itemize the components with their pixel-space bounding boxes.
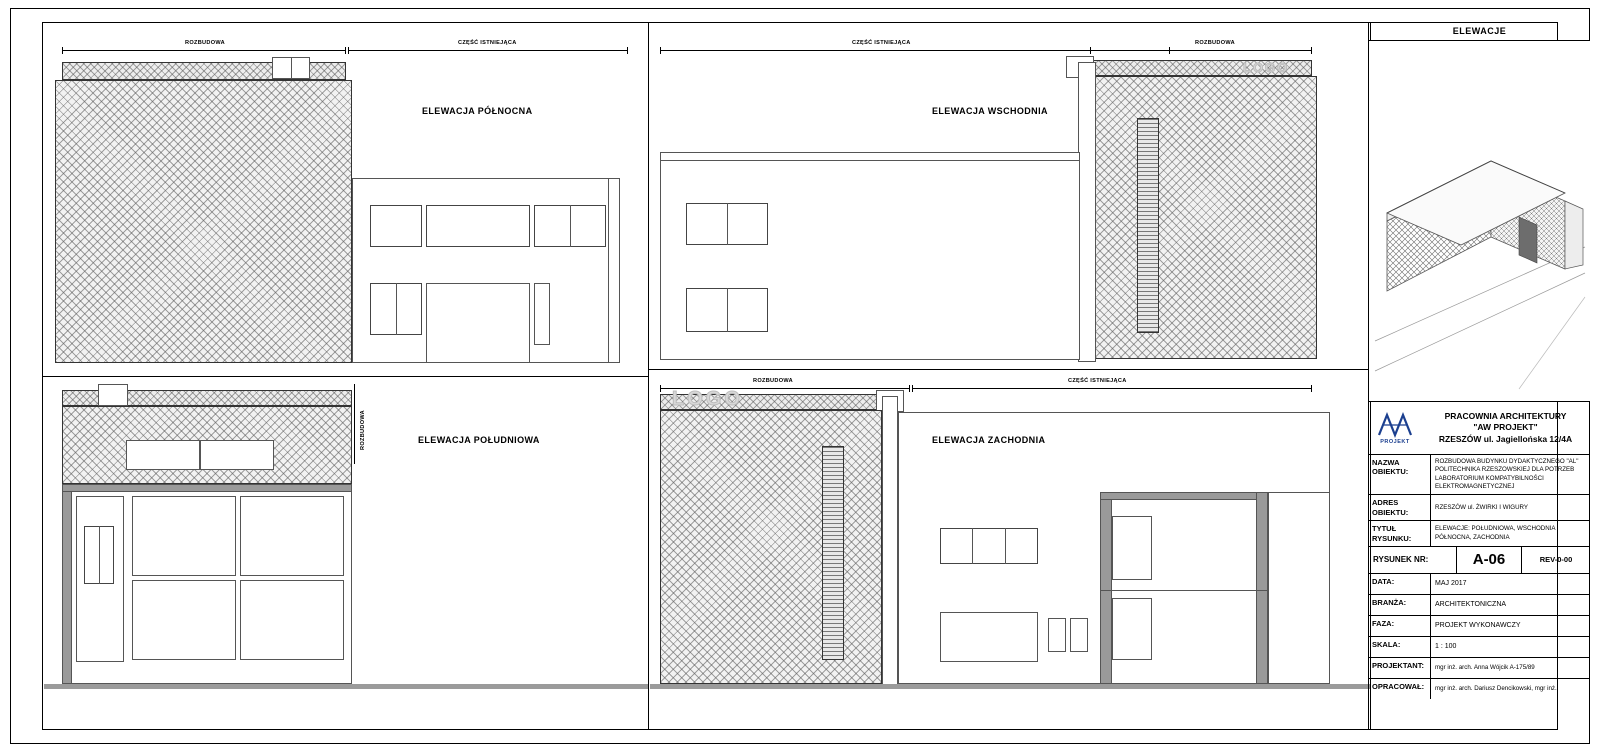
west-elevation-title: ELEWACJA ZACHODNIA — [932, 435, 1046, 445]
north-roof-hatch-divider — [291, 57, 292, 79]
firm-row — [1369, 402, 1590, 455]
north-entrance-wall — [426, 283, 530, 363]
west-setback-wall — [882, 396, 898, 686]
tb-row-object-name — [1369, 455, 1590, 495]
firm-name-line3: RZESZÓW ul. Jagiellońska 12/4A — [1438, 433, 1573, 444]
firm-name-line2: "AW PROJEKT" — [1473, 422, 1538, 433]
dim-label-north-1: ROZBUDOWA — [185, 40, 225, 46]
west-window-strip-m1 — [972, 528, 973, 564]
tb-val-author: mgr inż. arch. Dariusz Dencikowski, mgr inż. — [1435, 684, 1557, 692]
west-section-slab — [1100, 492, 1268, 500]
south-interior-room-2 — [240, 496, 344, 576]
perspective-view — [1369, 41, 1590, 402]
tb-val-drawing-title: ELEWACJE: POŁUDNIOWA, WSCHODNIA PÓŁNOCNA, ZACHODNIA — [1435, 525, 1556, 541]
tb-val-phase: PROJEKT WYKONAWCZY — [1435, 622, 1521, 630]
dim-line-west-2 — [912, 388, 1312, 389]
dim-label-west-2: CZĘŚĆ ISTNIEJĄCA — [1068, 378, 1127, 384]
dim-label-east-2: ROZBUDOWA — [1195, 40, 1235, 46]
south-interior-room-3 — [132, 580, 236, 660]
south-roof-unit — [98, 384, 128, 406]
west-section-floor-line — [1100, 590, 1268, 591]
tb-val-object-name: ROZBUDOWA BUDYNKU DYDAKTYCZNEGO "AL" POLITECHNIKA RZESZOWSKIEJ DLA POTRZEB LABORATORIUM KOMPATYBILNOŚCI ELEKTROMAGNETYCZNEJ — [1435, 458, 1579, 491]
north-existing-wall-edge — [608, 178, 620, 363]
tb-key-scale: SKALA: — [1369, 637, 1431, 657]
tb-val-revision: REV-0-00 — [1539, 555, 1573, 565]
north-door — [534, 283, 550, 345]
south-section-wall-left — [62, 484, 72, 684]
tb-key-designer: PROJEKTANT: — [1369, 658, 1431, 678]
tb-val-date: MAJ 2017 — [1435, 580, 1467, 588]
firm-logo — [1369, 411, 1421, 445]
south-section-slab — [62, 484, 352, 492]
dim-label-south-1: ROZBUDOWA — [360, 410, 366, 450]
west-section-column-right — [1256, 492, 1268, 684]
north-window-1 — [370, 205, 422, 247]
east-elevation-title: ELEWACJA WSCHODNIA — [932, 106, 1048, 116]
west-small-window-2 — [1070, 618, 1088, 652]
firm-name — [1421, 411, 1590, 445]
west-entrance-panel — [940, 612, 1038, 662]
south-stair-window-mullion — [99, 526, 100, 584]
tb-row-designer — [1369, 658, 1590, 679]
dim-line-east-2 — [1090, 50, 1312, 51]
tb-key-date: DATA: — [1369, 574, 1431, 594]
dim-line-north-1 — [62, 50, 346, 51]
south-interior-room-1 — [132, 496, 236, 576]
tb-row-author — [1369, 679, 1590, 699]
east-setback-wall — [1078, 62, 1096, 362]
west-louver-strip — [822, 446, 844, 660]
west-section-room-upper — [1112, 516, 1152, 580]
east-facade-logo: LOGO — [1243, 60, 1290, 75]
divider-horizontal-right — [648, 369, 1370, 370]
east-existing-cornice — [660, 160, 1080, 161]
title-block — [1368, 22, 1590, 730]
west-right-wing — [1268, 492, 1330, 684]
east-mesh-facade — [1095, 76, 1317, 359]
dim-label-east-1: CZĘŚĆ ISTNIEJĄCA — [852, 40, 911, 46]
south-elevation-title: ELEWACJA POŁUDNIOWA — [418, 435, 540, 445]
tb-row-phase — [1369, 616, 1590, 637]
title-block-header: ELEWACJE — [1369, 22, 1590, 41]
tb-row-branch — [1369, 595, 1590, 616]
tb-key-drawing-title: TYTUŁ RYSUNKU: — [1369, 521, 1431, 546]
tb-val-designer: mgr inż. arch. Anna Wójcik A-175/89 — [1435, 663, 1535, 671]
tb-val-branch: ARCHITEKTONICZNA — [1435, 601, 1507, 609]
tb-row-drawing-title — [1369, 521, 1590, 547]
east-louver-strip — [1137, 118, 1159, 333]
west-section-column-left — [1100, 492, 1112, 684]
tb-key-branch: BRANŻA: — [1369, 595, 1431, 615]
perspective-svg — [1369, 41, 1590, 401]
firm-logo-text: PROJEKT — [1380, 439, 1410, 445]
west-facade-logo: LOGO — [672, 388, 743, 410]
north-window-3-mullion — [570, 205, 571, 247]
tb-row-date — [1369, 574, 1590, 595]
dim-line-south-vertical — [354, 384, 355, 464]
tb-key-object-name: NAZWA OBIEKTU: — [1369, 455, 1431, 494]
tb-row-scale — [1369, 637, 1590, 658]
tb-row-object-address — [1369, 495, 1590, 521]
divider-horizontal-left — [43, 376, 648, 377]
dim-label-west-1: ROZBUDOWA — [753, 378, 793, 384]
west-ground-line — [650, 684, 1370, 689]
north-window-4-mullion — [396, 283, 397, 335]
west-window-strip — [940, 528, 1038, 564]
north-window-2 — [426, 205, 530, 247]
tb-row-drawing-number — [1369, 547, 1590, 574]
tb-key-drawing-number: RYSUNEK NR: — [1369, 547, 1457, 573]
firm-name-line1: PRACOWNIA ARCHITEKTURY — [1444, 410, 1567, 421]
north-elevation-title: ELEWACJA PÓŁNOCNA — [422, 106, 533, 116]
tb-val-scale: 1 : 100 — [1435, 643, 1457, 651]
dim-line-north-2 — [348, 50, 628, 51]
east-window-1-mullion — [727, 203, 728, 245]
tb-key-author: OPRACOWAŁ: — [1369, 679, 1431, 699]
west-mesh-facade — [660, 410, 882, 684]
south-band-frame-left — [126, 440, 200, 470]
south-band-frame-right — [200, 440, 274, 470]
divider-vertical-center — [648, 23, 649, 729]
dim-label-north-2: CZĘŚĆ ISTNIEJĄCA — [458, 40, 517, 46]
tb-key-object-address: ADRES OBIEKTU: — [1369, 495, 1431, 520]
west-small-window-1 — [1048, 618, 1066, 652]
tb-val-object-address: RZESZÓW ul. ŻWIRKI I WIGURY — [1435, 503, 1529, 511]
east-window-2-mullion — [727, 288, 728, 332]
south-interior-room-4 — [240, 580, 344, 660]
west-window-strip-m2 — [1005, 528, 1006, 564]
tb-val-drawing-number: A-06 — [1457, 547, 1522, 573]
aw-logo-icon — [1375, 411, 1415, 439]
tb-key-phase: FAZA: — [1369, 616, 1431, 636]
south-ground-line — [44, 684, 648, 689]
north-mesh-facade — [55, 80, 352, 363]
west-section-room-lower — [1112, 598, 1152, 660]
